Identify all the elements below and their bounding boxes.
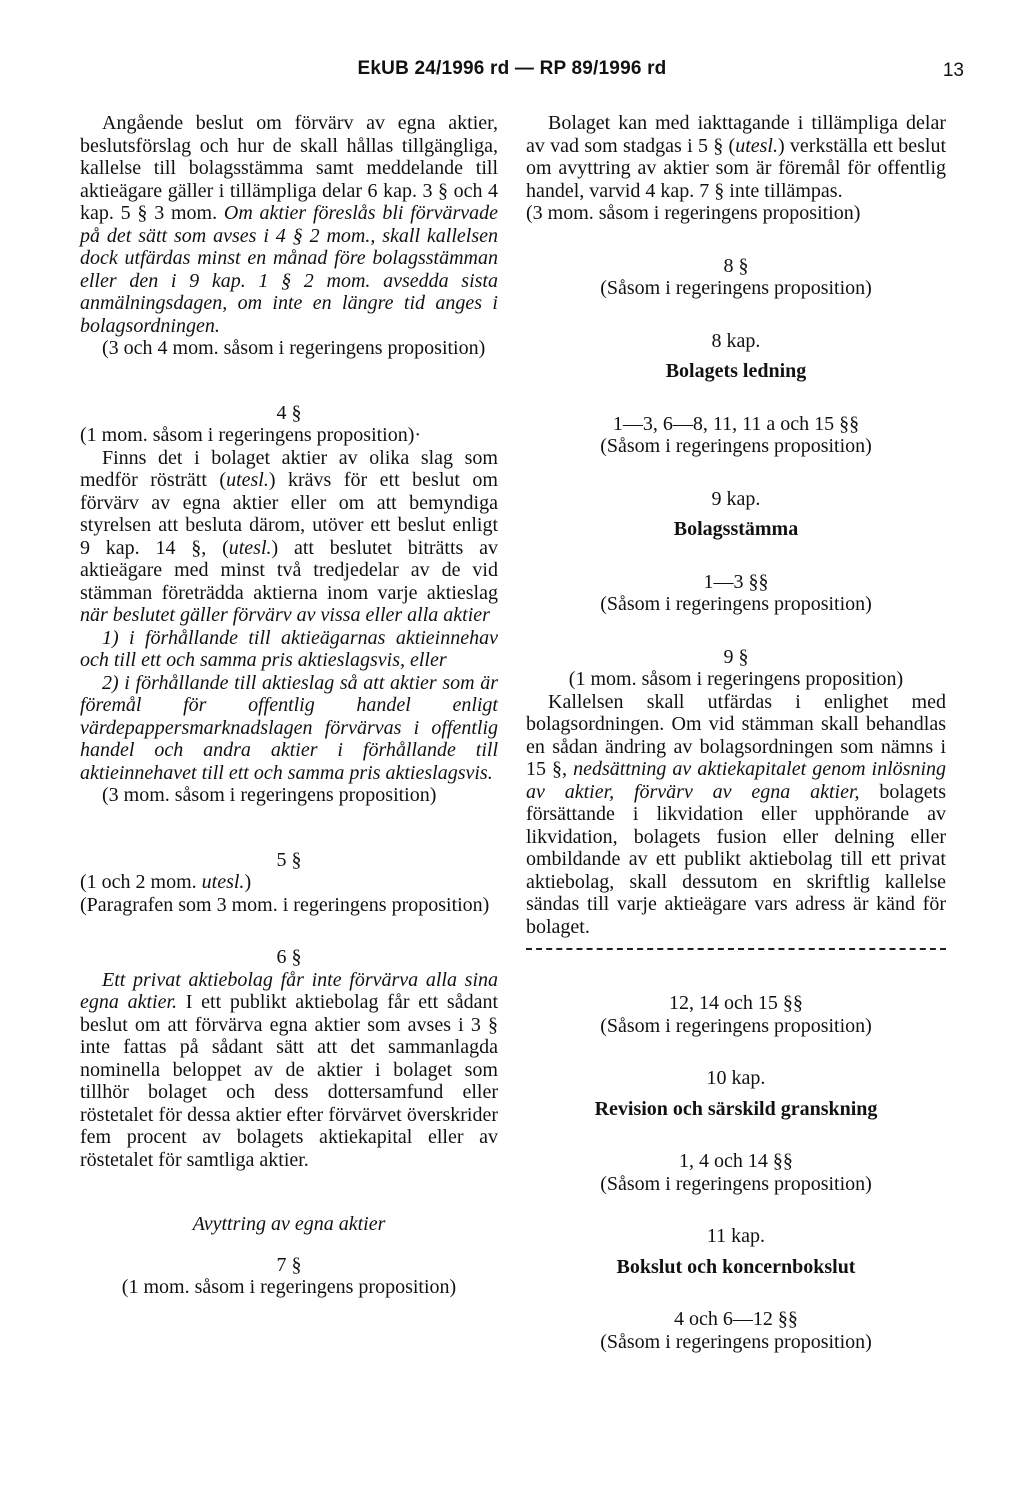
chapter-11-sections: 4 och 6—12 §§: [674, 1308, 798, 1330]
s4-text-a: Finns det i bolaget aktier av olika slag som medför rösträtt (: [80, 446, 498, 491]
chapter-8-label: 8 kap.: [711, 329, 761, 352]
left-paragraph-2: (3 och 4 mom. såsom i regeringens proposition): [102, 337, 486, 359]
section-9-text: [526, 691, 946, 939]
chapter-11-text: (Såsom i regeringens proposition): [600, 1330, 872, 1353]
chapter-9-sections: 1—3 §§: [703, 570, 769, 593]
left-column: [80, 112, 498, 1299]
chapter-9-title: Bolagsstämma: [673, 518, 799, 540]
s5-mom-a: (1 och 2 mom.: [80, 871, 202, 893]
right-p1-a: Bolaget kan med iakttagande i tillämpliga delar av vad som stadgas i 5 § (: [526, 112, 946, 157]
section-4-text: [80, 447, 498, 627]
header-title: EkUB 24/1996 rd — RP 89/1996 rd: [357, 58, 667, 79]
right-p1-b: ) verkställa ett beslut om avyttring av aktier som är föremål för offentlig handel, varvid 4 kap. 7 § inte tillämpas.: [526, 134, 947, 202]
section-5-text: (Paragrafen som 3 mom. i regeringens proposition): [80, 893, 490, 916]
section-5-heading: 5 §: [276, 848, 302, 871]
s9-text-italic: nedsättning av aktiekapitalet genom inlösning av aktier, förvärv av egna aktier,: [526, 758, 947, 803]
chapter-10-title: Revision och särskild granskning: [594, 1097, 878, 1120]
page-number: 13: [942, 60, 964, 81]
section-4-heading: 4 §: [276, 401, 302, 424]
chapter-8-text: (Såsom i regeringens proposition): [600, 435, 872, 457]
chapter-9-text: (Såsom i regeringens proposition): [600, 593, 872, 615]
s6-italic: Ett privat aktiebolag får inte förvärva alla sina egna aktier.: [80, 968, 498, 1013]
section-4-end: (3 mom. såsom i regeringens proposition): [102, 784, 437, 806]
right-paragraph-1: [526, 112, 946, 202]
s4-utesl-1: utesl.: [226, 469, 269, 491]
chapter-11-label: 11 kap.: [706, 1225, 766, 1247]
sub-heading-avyttring: Avyttring av egna aktier: [192, 1213, 386, 1235]
section-8-heading: 8 §: [723, 254, 749, 277]
section-4-item-1: 1) i förhållande till aktieägarnas aktieinnehav och till ett och samma pris aktieslagsvis, eller: [80, 626, 498, 671]
s5-mom-italic: utesl.: [201, 871, 245, 893]
section-4-item-2: 2) i förhållande till aktieslag så att aktier som är föremål för offentlig handel enligt värdepappersmarknadslagen förvärvas i offentlig handel och andra aktier i förhållande till aktieinnehavet till ett och samma pris aktieslagsvis.: [80, 671, 498, 784]
chapter-11-title: Bokslut och koncernbokslut: [616, 1255, 856, 1278]
s4-text-b: ) krävs för ett beslut om förvärv av egna aktier eller om att bemyndiga styrelsen att besluta därom, utöver ett beslut enligt 9 kap. 14 §, (: [80, 469, 498, 559]
s9-text-a: Kallelsen skall utfärdas i enlighet med bolagsordningen. Om vid stämman skall behandlas en sådan ändring av bolagsordningen som nämns i 15 §,: [526, 690, 946, 780]
s9-text-b: bolagets försättande i likvidation eller upphörande av likvidation, bolagets fusion eller delning eller ombildande av ett publikt aktiebolag till ett privat aktiebolag, skall dessutom en skriftlig kallelse sändas till varje aktieägare vars adress är känd för bolaget.: [526, 780, 946, 938]
s5-mom-b: ): [244, 871, 252, 893]
chapter-8-sections: 1—3, 6—8, 11, 11 a och 15 §§: [612, 412, 860, 435]
chapter-9-label: 9 kap.: [711, 487, 761, 510]
section-8-text: (Såsom i regeringens proposition): [600, 277, 872, 299]
section-5-mom: [80, 871, 498, 894]
section-7-mom: (1 mom. såsom i regeringens proposition): [121, 1276, 457, 1298]
page-header: [0, 58, 1024, 88]
section-6-heading: 6 §: [276, 946, 302, 968]
sections-12-14-15: 12, 14 och 15 §§: [669, 992, 803, 1014]
s4-text-c: ) att beslutet biträtts av aktieägare med minst två tredjedelar av de vid stämman företrädda aktierna inom varje aktieslag: [80, 536, 498, 604]
s6-text: I ett publikt aktiebolag får ett sådant beslut om att förvärva egna aktier som avses i 3 § inte fattas på sådant sätt att det sammanlagda nominella beloppet av de aktier i bolaget som tillhör bolaget och dess dottersamfund eller röstetalet för dessa aktier efter förvärvet överskrider fem procent av bolagets aktiekapital eller av röstetalet för samtliga aktier.: [80, 991, 499, 1171]
sections-12-14-15-text: (Såsom i regeringens proposition): [600, 1014, 872, 1037]
right-column: [526, 112, 946, 1353]
section-9-mom: (1 mom. såsom i regeringens proposition): [568, 668, 904, 690]
section-4-mom: (1 mom. såsom i regeringens proposition)·: [80, 424, 422, 446]
right-p1-italic: utesl.: [735, 134, 778, 157]
right-paragraph-2: (3 mom. såsom i regeringens proposition): [526, 202, 861, 224]
left-p1-italic: Om aktier föreslås bli förvärvade på det sätt som avses i 4 § 2 mom., skall kallelsen dock utfärdas minst en månad före bolagsstämman eller den i 9 kap. 1 § 2 mom. avsedda sista anmälningsdagen, om inte en längre tid anges i bolagsordningen.: [80, 202, 498, 337]
s4-text-d: när beslutet gäller förvärv av vissa eller alla aktier: [80, 604, 490, 626]
section-9-heading: 9 §: [723, 645, 749, 668]
chapter-8-title: Bolagets ledning: [665, 360, 807, 382]
left-paragraph-1: [80, 112, 498, 337]
left-p1-text: Angående beslut om förvärv av egna aktier, beslutsförslag och hur de skall hållas tillgängliga, kallelse till bolagsstämma samt meddelande till aktieägare gäller i tillämpliga delar 6 kap. 3 § och 4 kap. 5 § 3 mom.: [80, 112, 498, 224]
chapter-10-sections: 1, 4 och 14 §§: [679, 1150, 793, 1172]
section-6-text: [80, 969, 498, 1172]
s4-utesl-2: utesl.: [228, 536, 272, 559]
chapter-10-text: (Såsom i regeringens proposition): [600, 1172, 872, 1195]
section-7-heading: 7 §: [276, 1253, 302, 1276]
chapter-10-label: 10 kap.: [706, 1067, 766, 1089]
